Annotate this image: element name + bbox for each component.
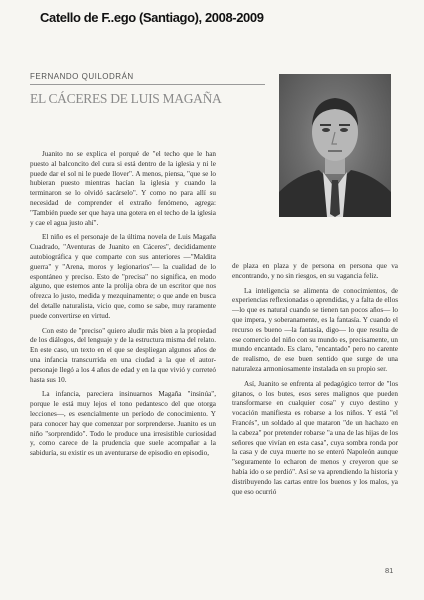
page-number: 81: [385, 566, 394, 575]
paragraph: Con esto de "preciso" quiero aludir más bien a la propiedad de los diálogos, del lenguaje y de la estructura misma del relato. En este caso, un texto en el que se despliegan algunos años de una infancia transcurrida en una ciudad a la que el autor-personaje llegó a los 4 años de edad y en la que vivió y correteó hasta sus 10.: [30, 326, 216, 384]
author-name: FERNANDO QUILODRÁN: [30, 72, 134, 81]
paragraph: El niño es el personaje de la última novela de Luis Magaña Cuadrado, "Aventuras de Juanito en Cáceres", decididamente autobiográfica y que comparte con sus anteriores —"Maldita guerra" y "Arena, moros y legionarios"— la cualidad de lo espontáneo y preciso. Esto de "precisa" no significa, en modo alguno, que estemos ante la prolija obra de un escritor que nos ofrezca lo justo, medida y mezquinamente; o que ande en busca del detalle naturalista, vicio que, como se sabe, muy raramente puede convertirse en virtud.: [30, 233, 216, 320]
paragraph: Así, Juanito se enfrenta al pedagógico terror de "los gitanos, o los butes, esos seres malignos que pueden transformarse en cualquier cosa" y cuyo destino y vocación manifiesta es robarse a los niños. Y está "el Francés", un soldado al que mataron "de un hachazo en la cabeza" por pretender robarse "a una de las hijas de los señores que vivían en esta casa", cuya sombra ronda por la casa y de cuya muerte no se enteró Napoleón aunque "seguramente lo echaron de menos y creyeron que se había ido o se perdió". Así se va aprendiendo la historia y distribuyendo las cartas entre los buenos y los malos, ya que eso ocurrió: [232, 379, 398, 496]
paragraph: La infancia, pareciera insinuarnos Magaña "insinúa", porque le está muy lejos el tono pedantesco del que otorga lecciones—, es esencialmente un período de conocimiento. Y para conocer hay que comenzar por sorprenderse. Juanito es un niño "sorprendido". Todo le produce una irresistible curiosidad y, como carece de la prudencia que suele acompañar a la sabiduría, su existir es un aventurarse de episodio en episodio,: [30, 390, 216, 458]
paragraph: Juanito no se explica el porqué de "el techo que le han puesto al balconcito del cura si está dentro de la iglesia y ni le puede dar el sol ni le puede llover". A menos, piensa, "que se lo hubieran puesto mientras hacían la iglesia y cuando la terminaron se lo olvidó sacárselo". Y como no para allí su necesidad de comprender el extraño fenómeno, agrega: "También puede ser que haya una gotera en el techo de la iglesia y cae el agua justo ahí".: [30, 150, 216, 227]
paragraph: de plaza en plaza y de persona en persona que va encontrando, y no sin riesgos, en su vagancia feliz.: [232, 262, 398, 280]
archive-stamp: Catello de F..ego (Santiago), 2008-2009: [40, 10, 264, 25]
portrait-photo: [279, 74, 391, 217]
header-rule: [30, 84, 265, 85]
text-column-right: [232, 262, 398, 502]
article-title: EL CÁCERES DE LUIS MAGAÑA: [30, 91, 222, 106]
paragraph: La inteligencia se alimenta de conocimientos, de experiencias reflexionadas o aprendidas, y a falta de ellos —lo que es natural cuando se tienen tan pocos años— lo que impera, y soberanamente, es la fantasía. Y cuando el recurso es bueno —la fantasía, digo— lo que resulta de ese comercio del niño con su mundo es, precisamente, un mundo encantado. Es claro, "encantado" pero no carente de realismo, de ese buen sentido que surge de una naturaleza armoniosamente instalada en su propio ser.: [232, 286, 398, 373]
text-column-left: [30, 150, 216, 464]
